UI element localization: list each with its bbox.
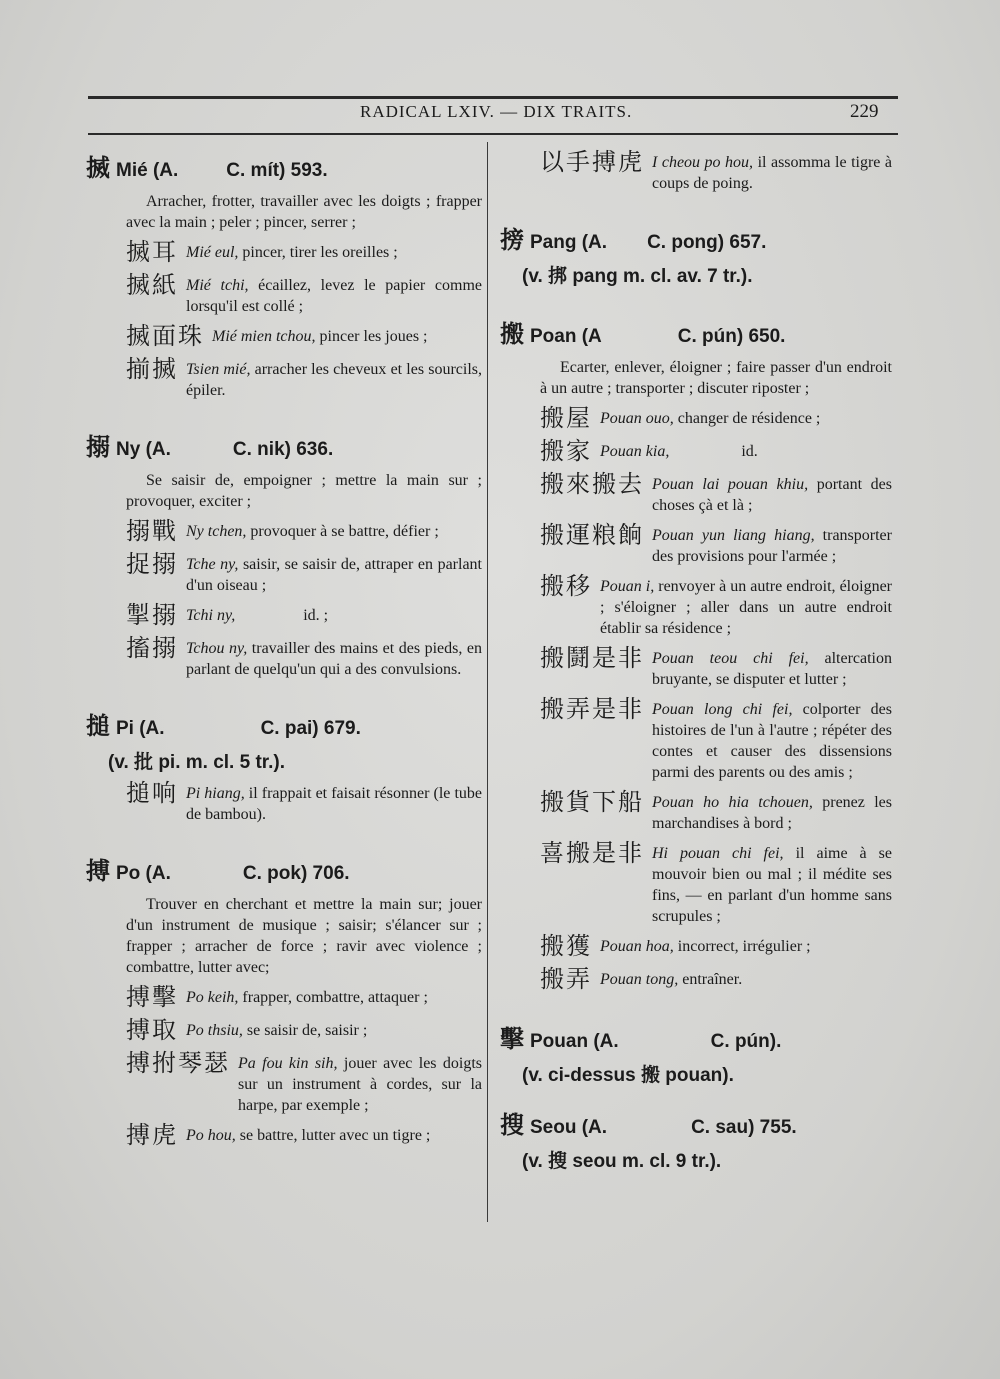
compound: 搦戰 Ny tchen, provoquer à se battre, défier ; [126,517,439,545]
cross-reference: (v. ci-dessus 搬 pouan). [522,1065,734,1086]
entry-pouan [500,1019,892,1087]
entry-title: Pi (A. [116,718,165,739]
entry-char: 搬 [500,320,524,348]
right-column [500,148,892,1173]
entry-poan [500,314,892,993]
entry-cantonese: C. sau) 755. [691,1117,797,1138]
entry-seou [500,1105,892,1173]
compound: 搏擊 Po keih, frapper, combattre, attaquer ; [126,983,428,1011]
entry-char: 搦 [86,433,110,461]
cross-reference: (v. 批 pi. m. cl. 5 tr.). [108,752,286,773]
entry-char: 擊 [500,1025,524,1053]
entry-char: 搜 [500,1111,524,1139]
compound: 揃搣 Tsien mié, arracher les cheveux et les sourcils, épiler. [126,355,482,399]
compound: 以手搏虎 I cheou po hou, il assomma le tigre à coups de poing. [540,148,893,192]
entry-char: 搒 [500,226,524,254]
compound: 搬獲 Pouan hoa, incorrect, irrégulier ; [540,932,811,960]
compound: 搬貨下船 Pouan ho hia tchouen, prenez les marchandises à bord ; [540,788,892,832]
entry-head [500,220,892,255]
compound: 捉搦 Tche ny, saisir, se saisir de, attraper en parlant d'un oiseau ; [126,550,482,594]
entry-char: 搏 [86,857,110,885]
entry-definition: Ecarter, enlever, éloigner ; faire passer d'un endroit à un autre ; transporter ; discuter riposter ; [540,359,892,397]
compound: 搏拊琴瑟 Pa fou kin sih, jouer avec les doigts sur un instrument à cordes, sur la harpe, par exemple ; [126,1049,483,1114]
entry-title: Mié (A. [116,160,179,181]
entry-head [86,148,482,183]
entry-title: Seou (A. [530,1117,608,1138]
entry-ny [86,427,482,680]
column-divider [487,142,488,1222]
entry-po [86,851,482,1149]
compound: 搬移 Pouan i, renvoyer à un autre endroit, éloigner ; s'éloigner ; aller dans un autre endroit établir sa résidence ; [540,572,892,637]
entry-head [86,706,482,741]
entry-head [86,851,482,886]
entry-cantonese: C. pai) 679. [260,718,361,739]
entry-title: Po (A. [116,863,171,884]
page-number: 229 [850,101,879,122]
entry-title: Pang (A. [530,232,608,253]
entry-mie [86,148,482,401]
cross-reference: (v. 挷 pang m. cl. av. 7 tr.). [522,266,753,287]
entry-head [500,314,892,349]
entry-cantonese: C. pong) 657. [647,232,767,253]
compound: 搐搦 Tchou ny, travailler des mains et des pieds, en parlant de quelqu'un qui a des convulsions. [126,634,482,678]
compound: 搣耳 Mié eul, pincer, tirer les oreilles ; [126,238,398,266]
running-head: RADICAL LXIV. — DIX TRAITS. [360,102,633,121]
entry-pang [500,220,892,288]
entry-head [500,1105,892,1140]
compound: 搣面珠 Mié mien tchou, pincer les joues ; [126,322,428,350]
compound: 搬屋 Pouan ouo, changer de résidence ; [540,404,821,432]
entry-title: Pouan (A. [530,1031,619,1052]
header-rule-bottom [88,133,898,135]
compound: 搬鬪是非 Pouan teou chi fei, altercation bruyante, se disputer et lutter ; [540,644,892,688]
entry-definition: Arracher, frotter, travailler avec les doigts ; frapper avec la main ; peler ; pincer, serrer ; [126,193,482,231]
cross-reference: (v. 搜 seou m. cl. 9 tr.). [522,1151,722,1172]
entry-head [86,427,482,462]
entry-cantonese: C. mít) 593. [226,160,328,181]
entry-definition: Se saisir de, empoigner ; mettre la main sur ; provoquer, exciter ; [126,472,482,510]
compound: 搣紙 Mié tchi, écaillez, levez le papier comme lorsqu'il est collé ; [126,271,482,315]
entry-title: Ny (A. [116,439,171,460]
compound: 喜搬是非 Hi pouan chi fei, il aime à se mouvoir bien ou mal ; il médite ses fins, — en parlant d'un homme sans scrupules ; [540,839,892,925]
entry-head [500,1019,892,1054]
compound: 搏虎 Po hou, se battre, lutter avec un tigre ; [126,1121,431,1149]
entry-char: 搥 [86,712,110,740]
compound: 搬弄是非 Pouan long chi fei, colporter des histoires de l'un à l'autre ; répéter des contes et causer des dissensions parmi des parents ou des amis ; [540,695,892,781]
entry-pi [86,706,482,825]
entry-char: 搣 [86,154,110,182]
entry-cantonese: C. nik) 636. [232,439,334,460]
entry-title: Poan (A [530,326,602,347]
compound: 搏取 Po thsiu, se saisir de, saisir ; [126,1016,368,1044]
entry-definition: Trouver en cherchant et mettre la main sur; jouer d'un instrument de musique ; saisir; s'élancer sur ; frapper ; arracher de force ; ravir avec violence ; combattre, lutter avec; [126,896,482,976]
entry-cantonese: C. pok) 706. [242,863,350,884]
left-column [86,148,482,1149]
entry-cantonese: C. pún) 650. [677,326,786,347]
compound: 搬運粮餉 Pouan yun liang hiang, transporter des provisions pour l'armée ; [540,521,892,565]
entry-cantonese: C. pún). [710,1031,782,1052]
compound: 搬來搬去 Pouan lai pouan khiu, portant des choses çà et là ; [540,470,892,514]
compound: 搬家 Pouan kia, id. [540,437,758,465]
compound: 搥响 Pi hiang, il frappait et faisait résonner (le tube de bambou). [126,779,482,823]
compound: 掣搦 Tchi ny, id. ; [126,601,329,629]
header-rule-top [88,96,898,99]
compound: 搬弄 Pouan tong, entraîner. [540,965,743,993]
